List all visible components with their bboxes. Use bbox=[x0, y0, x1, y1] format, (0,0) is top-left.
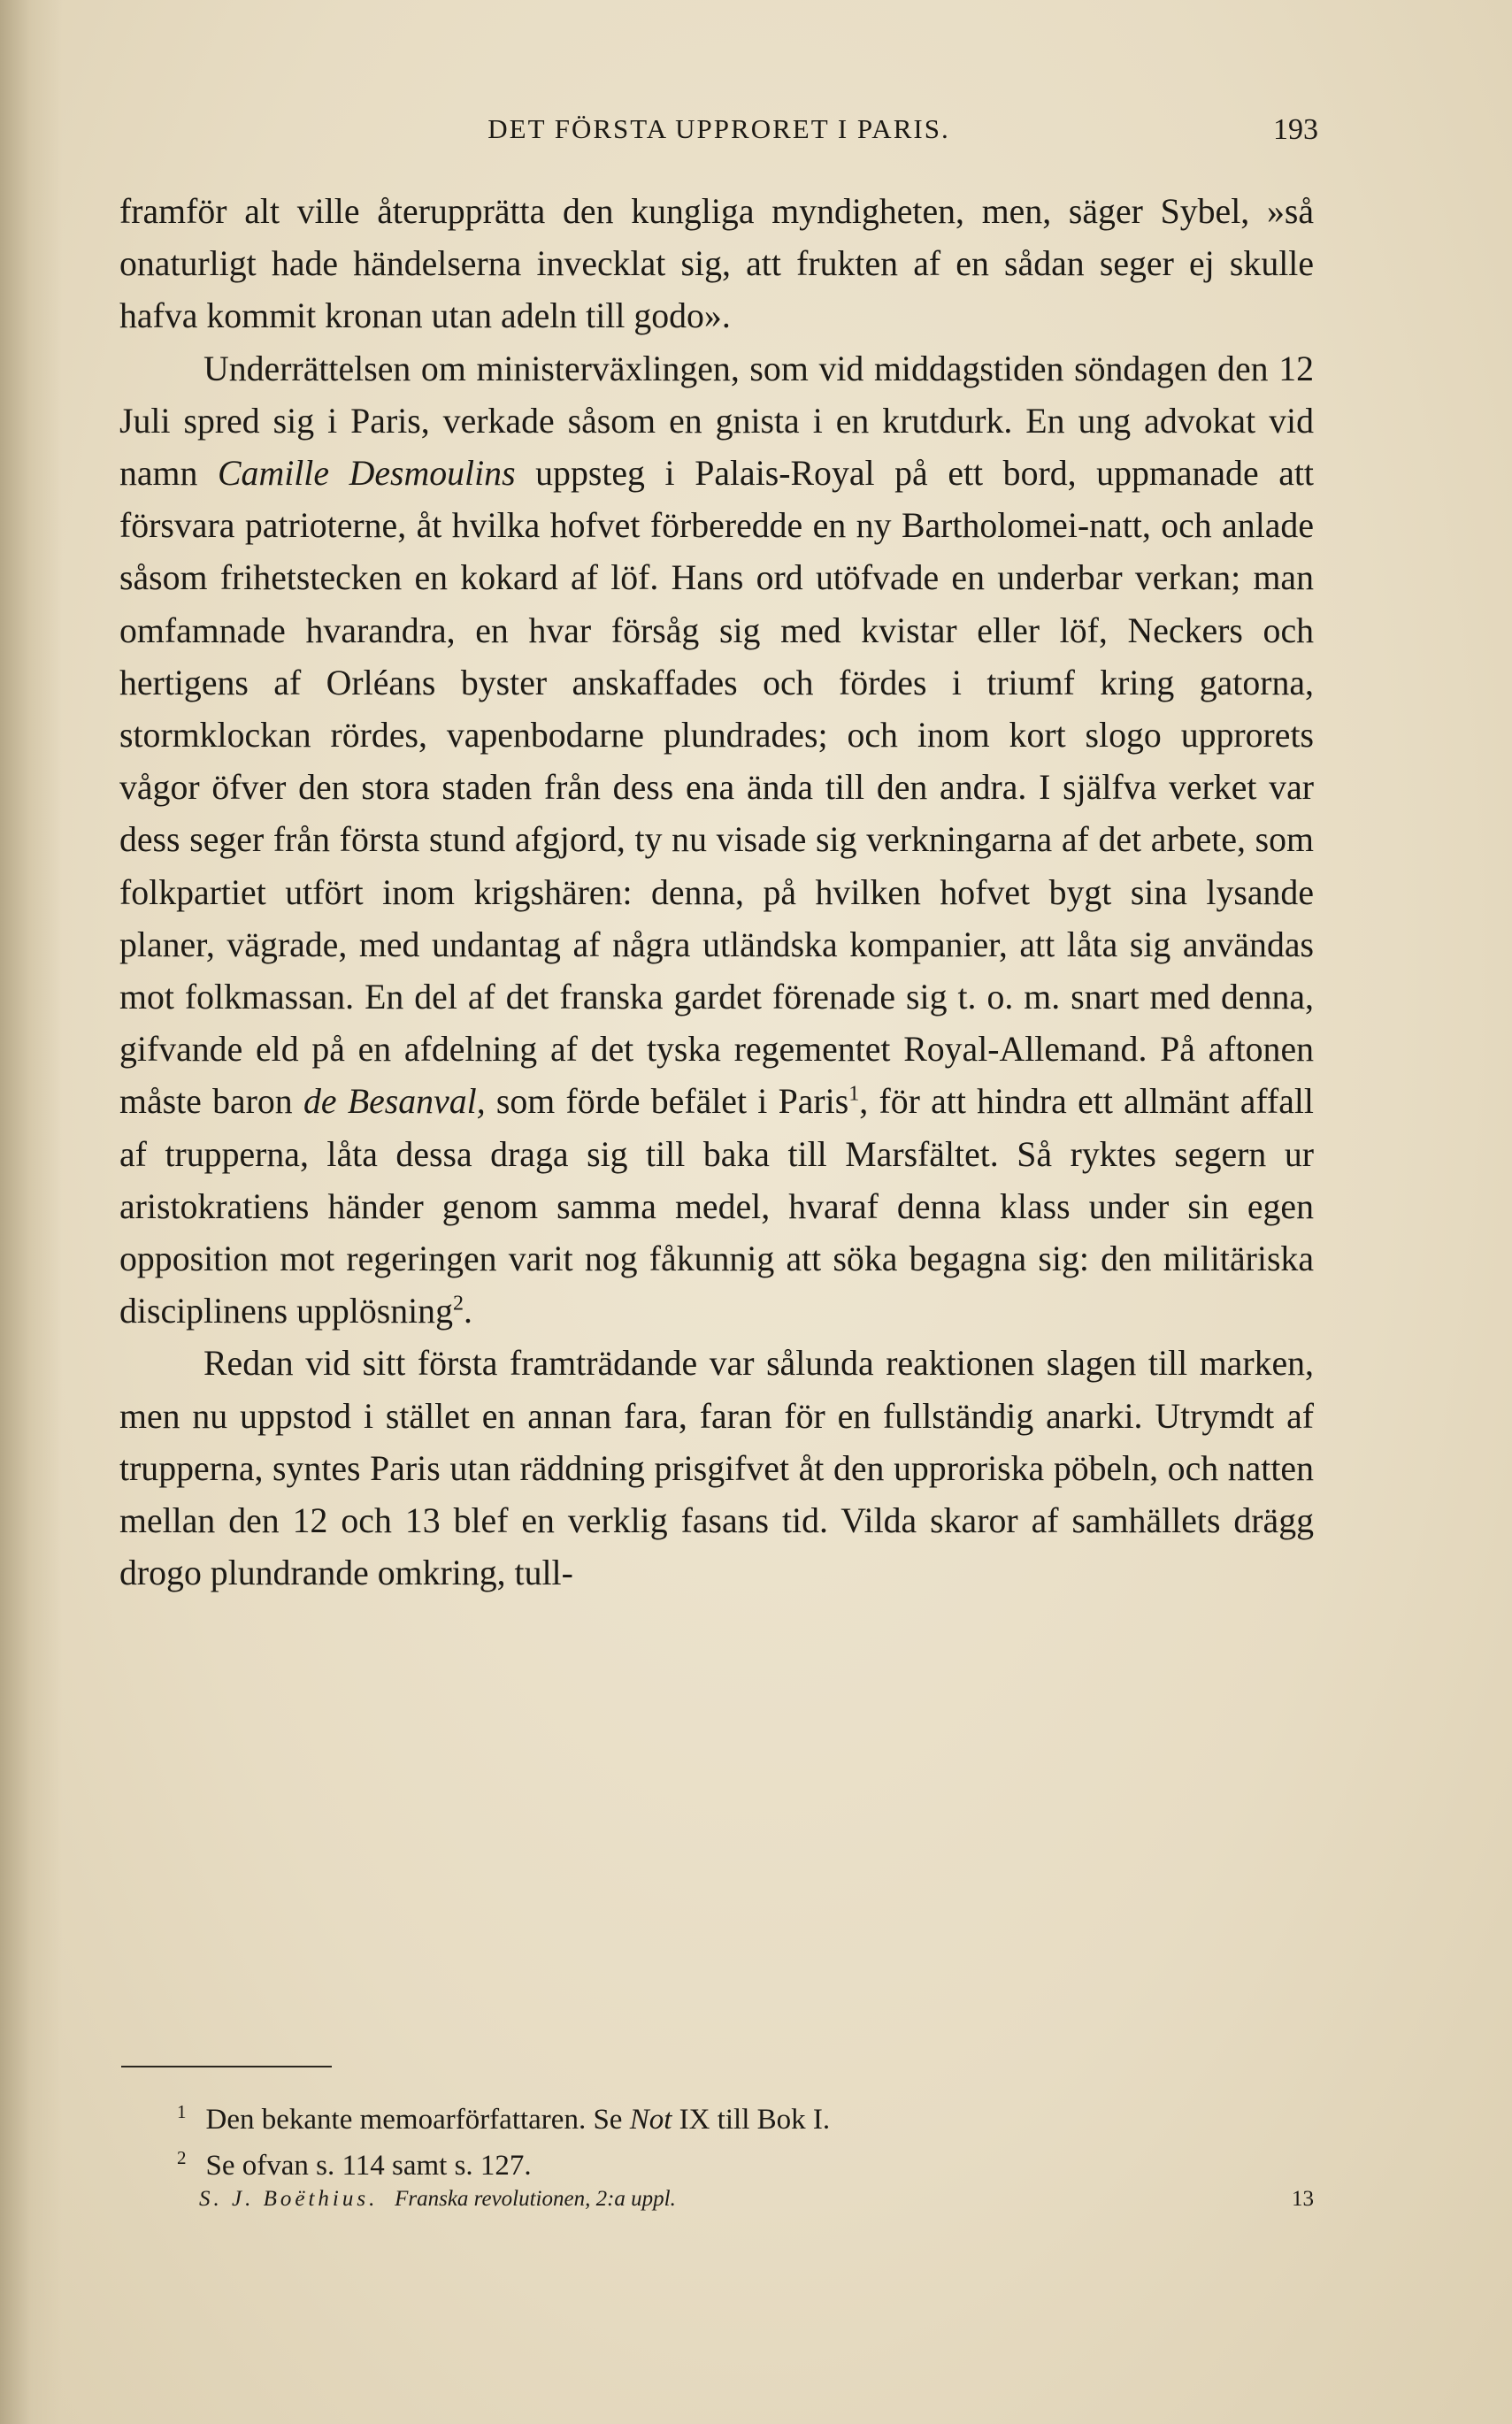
paragraph-3-text: Redan vid sitt första framträdande var sålunda reaktionen slagen till marken, men nu uppstod i stället en annan fara, faran för en fullständig anarki. Utrymdt af trupperna, syntes Paris utan räddning prisgifvet åt den upproriska pöbeln, och natten mellan den 12 och 13 blef en verklig fasans tid. Vilda skaror af samhällets drägg drogo plundrande omkring, tull- bbox=[119, 1344, 1314, 1593]
name-de-besanval: de Besanval, bbox=[303, 1082, 486, 1122]
footnote-divider bbox=[121, 2066, 332, 2067]
paragraph-2-text-c: uppsteg i Palais-Royal på ett bord, uppmanade att försvara patrioterne, åt hvilka hofvet förberedde en ny Bartholomei-natt, och anlade såsom frihetstecken en kokard af löf. Hans ord utöfvade en underbar verkan; man omfamnade hvarandra, en hvar försåg sig med kvistar eller löf, Neckers och hertigens af Orléans byster anskaffades och fördes i triumf kring gatorna, stormklockan rördes, vapenbodarne plundrades; och inom kort slogo upprorets vågor öfver den stora staden från dess ena ända till den andra. I själfva verket var dess seger från första stund afgjord, ty nu visade sig verkningarna af det arbete, som folkpartiet utfört inom krigshären: denna, på hvilken hofvet bygt sina lysande planer, vägrade, med undantag af några utländska kompanier, att låta sig användas mot folkmassan. En del af det franska gardet förenade sig t. o. m. snart med denna, gifvande eld på en afdelning af det tyska regementet Royal-Allemand. På aftonen måste baron bbox=[119, 454, 1314, 1122]
footnote-2 bbox=[177, 2143, 1194, 2189]
footnote-ref-1: 1 bbox=[848, 1083, 860, 1107]
paragraph-2 bbox=[119, 343, 1314, 1339]
footnote-2-text: Se ofvan s. 114 samt s. 127. bbox=[205, 2150, 532, 2182]
name-camille-desmoulins: Camille Desmoulins bbox=[218, 454, 516, 494]
paragraph-2-text-a: Underrättelsen om ministerväxlingen, som vid middagstiden söndagen den 12 Juli spred sig i Paris, verkade såsom en gnista i en krutdurk. En ung advokat vid namn bbox=[119, 349, 1314, 494]
footnote-1-text-a: Den bekante memoarförfattaren. Se bbox=[205, 2104, 630, 2136]
footnote-1-text-b: Not bbox=[629, 2104, 672, 2136]
signature-spacer bbox=[384, 2187, 395, 2211]
running-title: DET FÖRSTA UPPRORET I PARIS. bbox=[487, 113, 950, 144]
signature-sheet-number: 13 bbox=[1292, 2187, 1314, 2211]
footnotes bbox=[177, 2097, 1194, 2189]
footnote-mark-2: 2 bbox=[177, 2147, 187, 2168]
footnote-mark-1: 1 bbox=[177, 2101, 187, 2122]
paragraph-2-text-i: . bbox=[463, 1292, 472, 1331]
page-gutter-shadow bbox=[0, 0, 62, 2424]
signature-title: Franska revolutionen, 2:a uppl. bbox=[395, 2187, 676, 2211]
footnote-1-text-c: IX till Bok I. bbox=[672, 2104, 831, 2136]
page-header bbox=[119, 113, 1318, 166]
footnote-ref-2: 2 bbox=[452, 1293, 464, 1316]
printer-signature bbox=[199, 2187, 1314, 2222]
paragraph-1-text: framför alt ville återupprätta den kungliga myndigheten, men, säger Sybel, »så onaturligt hade händelserna invecklat sig, att frukten af en sådan seger ej skulle hafva kommit kronan utan adeln till godo». bbox=[119, 192, 1314, 336]
footnote-1 bbox=[177, 2097, 1194, 2143]
signature-author: S. J. Boëthius. bbox=[199, 2187, 379, 2211]
paragraph-3 bbox=[119, 1338, 1314, 1599]
page-number: 193 bbox=[1273, 113, 1318, 146]
body-text bbox=[119, 186, 1314, 1599]
paragraph-2-text-e: som förde befälet i Paris bbox=[485, 1082, 849, 1122]
paragraph-2-text-g: , för att hindra ett allmänt affall af trupperna, låta dessa draga sig till baka till Marsfältet. Så ryktes segern ur aristokratiens händer genom samma medel, hvaraf denna klass under sin egen opposition mot regeringen varit nog fåkunnig att söka begagna sig: den militäriska disciplinens upplösning bbox=[119, 1082, 1314, 1331]
paragraph-1 bbox=[119, 186, 1314, 343]
